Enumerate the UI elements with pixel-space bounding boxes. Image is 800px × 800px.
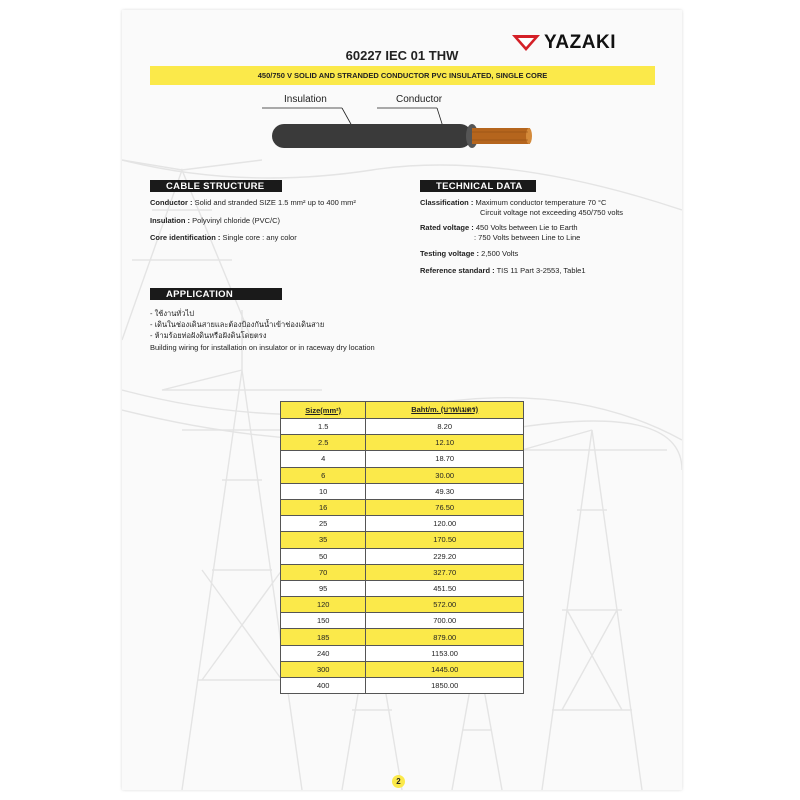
- price-cell: 451.50: [366, 580, 524, 596]
- table-row: [281, 678, 524, 694]
- page-title: 60227 IEC 01 THW: [345, 48, 459, 63]
- core-identification-label: Core identification :: [150, 233, 221, 242]
- table-row: [281, 580, 524, 596]
- size-cell: 2.5: [281, 435, 366, 451]
- price-cell: 327.70: [366, 564, 524, 580]
- brand-name: YAZAKI: [544, 32, 616, 53]
- table-row: [281, 451, 524, 467]
- size-cell: 4: [281, 451, 366, 467]
- table-row: [281, 435, 524, 451]
- size-cell: 95: [281, 580, 366, 596]
- size-cell: 70: [281, 564, 366, 580]
- price-cell: 1445.00: [366, 661, 524, 677]
- size-cell: 6: [281, 467, 366, 483]
- datasheet-page: [122, 10, 682, 790]
- table-row: [281, 661, 524, 677]
- table-row: [281, 645, 524, 661]
- insulation-spec: [150, 216, 280, 226]
- core-identification-value: Single core : any color: [222, 233, 297, 242]
- price-cell: 879.00: [366, 629, 524, 645]
- size-cell: 185: [281, 629, 366, 645]
- testing-voltage-spec: [420, 249, 518, 259]
- table-row: [281, 597, 524, 613]
- size-cell: 240: [281, 645, 366, 661]
- testing-voltage-value: 2,500 Volts: [481, 249, 519, 258]
- reference-standard-value: TIS 11 Part 3-2553, Table1: [496, 266, 586, 275]
- size-cell: 25: [281, 516, 366, 532]
- table-row: [281, 499, 524, 515]
- core-identification-spec: [150, 233, 297, 243]
- cable-structure-heading: CABLE STRUCTURE: [150, 180, 282, 192]
- size-cell: 150: [281, 613, 366, 629]
- table-row: [281, 467, 524, 483]
- size-cell: 1.5: [281, 419, 366, 435]
- price-table: [280, 401, 524, 694]
- table-row: [281, 419, 524, 435]
- table-row: [281, 564, 524, 580]
- conductor-label: Conductor: [396, 94, 443, 105]
- price-table-header-row: [281, 402, 524, 419]
- application-line-3: - ห้ามร้อยท่อฝังดินหรือฝังดินโดยตรง: [150, 331, 267, 340]
- price-cell: 572.00: [366, 597, 524, 613]
- table-row: [281, 629, 524, 645]
- size-column-header: Size(mm²): [281, 402, 366, 419]
- table-row: [281, 532, 524, 548]
- application-line-1: - ใช้งานทั่วไป: [150, 309, 195, 318]
- testing-voltage-label: Testing voltage :: [420, 249, 480, 258]
- size-cell: 16: [281, 499, 366, 515]
- price-cell: 1850.00: [366, 678, 524, 694]
- price-cell: 30.00: [366, 467, 524, 483]
- reference-standard-label: Reference standard :: [420, 266, 495, 275]
- page-number: 2: [392, 775, 405, 788]
- price-cell: 170.50: [366, 532, 524, 548]
- conductor-spec-value: Solid and stranded SIZE 1.5 mm² up to 400 mm²: [194, 198, 356, 207]
- rated-voltage-spec: [420, 223, 578, 233]
- price-cell: 76.50: [366, 499, 524, 515]
- price-cell: 49.30: [366, 483, 524, 499]
- application-line-2: - เดินในช่องเดินสายและต้องป้องกันน้ำเข้าช่องเดินสาย: [150, 320, 325, 329]
- conductor-spec: [150, 198, 356, 208]
- size-cell: 400: [281, 678, 366, 694]
- reference-standard-spec: [420, 266, 586, 276]
- price-cell: 229.20: [366, 548, 524, 564]
- table-row: [281, 613, 524, 629]
- price-cell: 18.70: [366, 451, 524, 467]
- table-row: [281, 483, 524, 499]
- classification-spec: [420, 198, 606, 208]
- conductor-spec-label: Conductor :: [150, 198, 193, 207]
- size-cell: 10: [281, 483, 366, 499]
- size-cell: 300: [281, 661, 366, 677]
- technical-data-heading: TECHNICAL DATA: [420, 180, 536, 192]
- application-line-4: Building wiring for installation on insulator or in raceway dry location: [150, 343, 375, 352]
- rated-voltage-label: Rated voltage :: [420, 223, 474, 232]
- insulation-spec-label: Insulation :: [150, 216, 190, 225]
- table-row: [281, 516, 524, 532]
- size-cell: 35: [281, 532, 366, 548]
- classification-line-2: Circuit voltage not exceeding 450/750 volts: [480, 208, 624, 217]
- rated-voltage-line-2: : 750 Volts between Line to Line: [474, 233, 581, 242]
- application-heading: APPLICATION: [150, 288, 282, 300]
- size-cell: 50: [281, 548, 366, 564]
- price-cell: 120.00: [366, 516, 524, 532]
- table-row: [281, 548, 524, 564]
- price-cell: 700.00: [366, 613, 524, 629]
- product-banner: 450/750 V SOLID AND STRANDED CONDUCTOR PVC INSULATED, SINGLE CORE: [150, 66, 655, 85]
- classification-label: Classification :: [420, 198, 474, 207]
- size-cell: 120: [281, 597, 366, 613]
- cable-illustration: [262, 98, 532, 168]
- rated-voltage-line-1: 450 Volts between Lie to Earth: [475, 223, 578, 232]
- insulation-spec-value: Polyvinyl chloride (PVC/C): [192, 216, 281, 225]
- price-column-header: Baht/m. (บาท/เมตร): [366, 402, 524, 419]
- classification-line-1: Maximum conductor temperature 70 °C: [475, 198, 607, 207]
- price-cell: 12.10: [366, 435, 524, 451]
- insulation-label: Insulation: [284, 94, 327, 105]
- price-cell: 1153.00: [366, 645, 524, 661]
- price-cell: 8.20: [366, 419, 524, 435]
